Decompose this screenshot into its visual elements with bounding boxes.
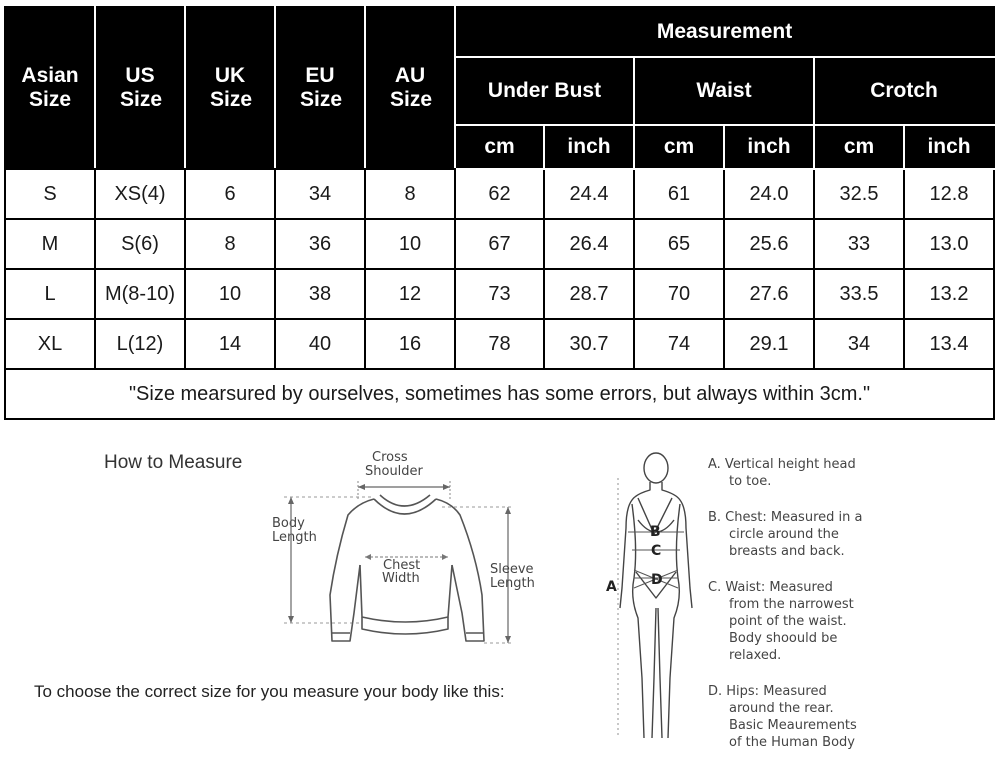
note-line: A. Vertical height head <box>708 457 856 472</box>
table-cell: 27.6 <box>724 269 814 319</box>
note-line: from the narrowest <box>729 597 854 612</box>
table-cell: S <box>5 169 95 219</box>
note-line: C. Waist: Measured <box>708 580 833 595</box>
table-row <box>5 219 994 269</box>
table-cell: 29.1 <box>724 319 814 369</box>
header-crotch: Crotch <box>814 57 994 125</box>
table-cell: 32.5 <box>814 169 904 219</box>
header-under-bust: Under Bust <box>455 57 634 125</box>
chest-width-label: Chest <box>383 558 421 573</box>
body-measure-diagram <box>598 448 704 748</box>
note-chest <box>708 509 908 560</box>
table-cell: 10 <box>365 219 455 269</box>
sleeve-length-label: Sleeve <box>490 562 534 577</box>
garment-measure-diagram <box>262 445 552 655</box>
body-label-a: A <box>606 579 617 595</box>
table-footnote: "Size mearsured by ourselves, sometimes has some errors, but always within 3cm." <box>5 369 994 419</box>
note-line: Body shoould be <box>729 631 838 646</box>
table-cell: 8 <box>365 169 455 219</box>
table-cell: XL <box>5 319 95 369</box>
table-cell: 28.7 <box>544 269 634 319</box>
note-line: around the rear. <box>729 701 834 716</box>
note-height <box>708 456 908 490</box>
table-cell: 74 <box>634 319 724 369</box>
note-line: of the Human Body <box>729 735 855 750</box>
note-line: D. Hips: Measured <box>708 684 827 699</box>
table-cell: 12.8 <box>904 169 994 219</box>
table-cell: 25.6 <box>724 219 814 269</box>
table-cell: 13.2 <box>904 269 994 319</box>
header-unit-inch: inch <box>544 125 634 169</box>
body-label-d: D <box>651 572 663 588</box>
header-waist: Waist <box>634 57 814 125</box>
table-cell: 78 <box>455 319 544 369</box>
table-cell: 26.4 <box>544 219 634 269</box>
table-cell: 34 <box>275 169 365 219</box>
table-cell: 24.0 <box>724 169 814 219</box>
table-cell: S(6) <box>95 219 185 269</box>
table-row <box>5 319 994 369</box>
table-cell: 40 <box>275 319 365 369</box>
table-cell: M(8-10) <box>95 269 185 319</box>
table-cell: 73 <box>455 269 544 319</box>
header-au-size: AU Size <box>365 7 455 169</box>
choose-size-instruction: To choose the correct size for you measure your body like this: <box>34 682 505 701</box>
header-unit-inch: inch <box>904 125 994 169</box>
note-line: B. Chest: Measured in a <box>708 510 863 525</box>
header-uk-size: UK Size <box>185 7 275 169</box>
table-cell: 10 <box>185 269 275 319</box>
table-cell: 67 <box>455 219 544 269</box>
table-cell: 12 <box>365 269 455 319</box>
note-hips <box>708 683 908 751</box>
table-cell: 65 <box>634 219 724 269</box>
table-cell: 34 <box>814 319 904 369</box>
table-cell: 6 <box>185 169 275 219</box>
header-unit-cm: cm <box>814 125 904 169</box>
header-measurement: Measurement <box>455 7 994 57</box>
table-cell: 61 <box>634 169 724 219</box>
table-cell: 38 <box>275 269 365 319</box>
note-line: to toe. <box>729 474 772 489</box>
table-cell: 24.4 <box>544 169 634 219</box>
header-unit-inch: inch <box>724 125 814 169</box>
body-label-b: B <box>650 524 661 540</box>
note-line: point of the waist. <box>729 614 847 629</box>
table-cell: XS(4) <box>95 169 185 219</box>
table-cell: 33.5 <box>814 269 904 319</box>
note-waist <box>708 579 908 664</box>
table-row <box>5 269 994 319</box>
table-cell: 36 <box>275 219 365 269</box>
measurement-notes <box>708 456 908 770</box>
body-length-label: Length <box>272 530 317 545</box>
header-asian-size: Asian Size <box>5 7 95 169</box>
how-to-measure-title: How to Measure <box>104 452 243 473</box>
table-cell: 30.7 <box>544 319 634 369</box>
note-line: Basic Meaurements <box>729 718 857 733</box>
table-cell: 13.0 <box>904 219 994 269</box>
table-row <box>5 169 994 219</box>
body-length-label: Body <box>272 516 305 531</box>
table-cell: 16 <box>365 319 455 369</box>
note-line: relaxed. <box>729 648 782 663</box>
cross-shoulder-label: Cross <box>372 450 408 465</box>
table-cell: 13.4 <box>904 319 994 369</box>
note-line: circle around the <box>729 527 839 542</box>
table-cell: L(12) <box>95 319 185 369</box>
table-cell: 14 <box>185 319 275 369</box>
chest-width-label: Width <box>382 571 420 586</box>
header-us-size: US Size <box>95 7 185 169</box>
header-unit-cm: cm <box>455 125 544 169</box>
table-cell: 62 <box>455 169 544 219</box>
table-cell: M <box>5 219 95 269</box>
header-eu-size: EU Size <box>275 7 365 169</box>
header-unit-cm: cm <box>634 125 724 169</box>
sleeve-length-label: Length <box>490 576 535 591</box>
size-chart-table <box>4 6 995 420</box>
table-cell: 8 <box>185 219 275 269</box>
table-cell: 70 <box>634 269 724 319</box>
body-label-c: C <box>651 543 662 559</box>
note-line: breasts and back. <box>729 544 845 559</box>
table-cell: 33 <box>814 219 904 269</box>
table-cell: L <box>5 269 95 319</box>
cross-shoulder-label: Shoulder <box>365 464 423 479</box>
